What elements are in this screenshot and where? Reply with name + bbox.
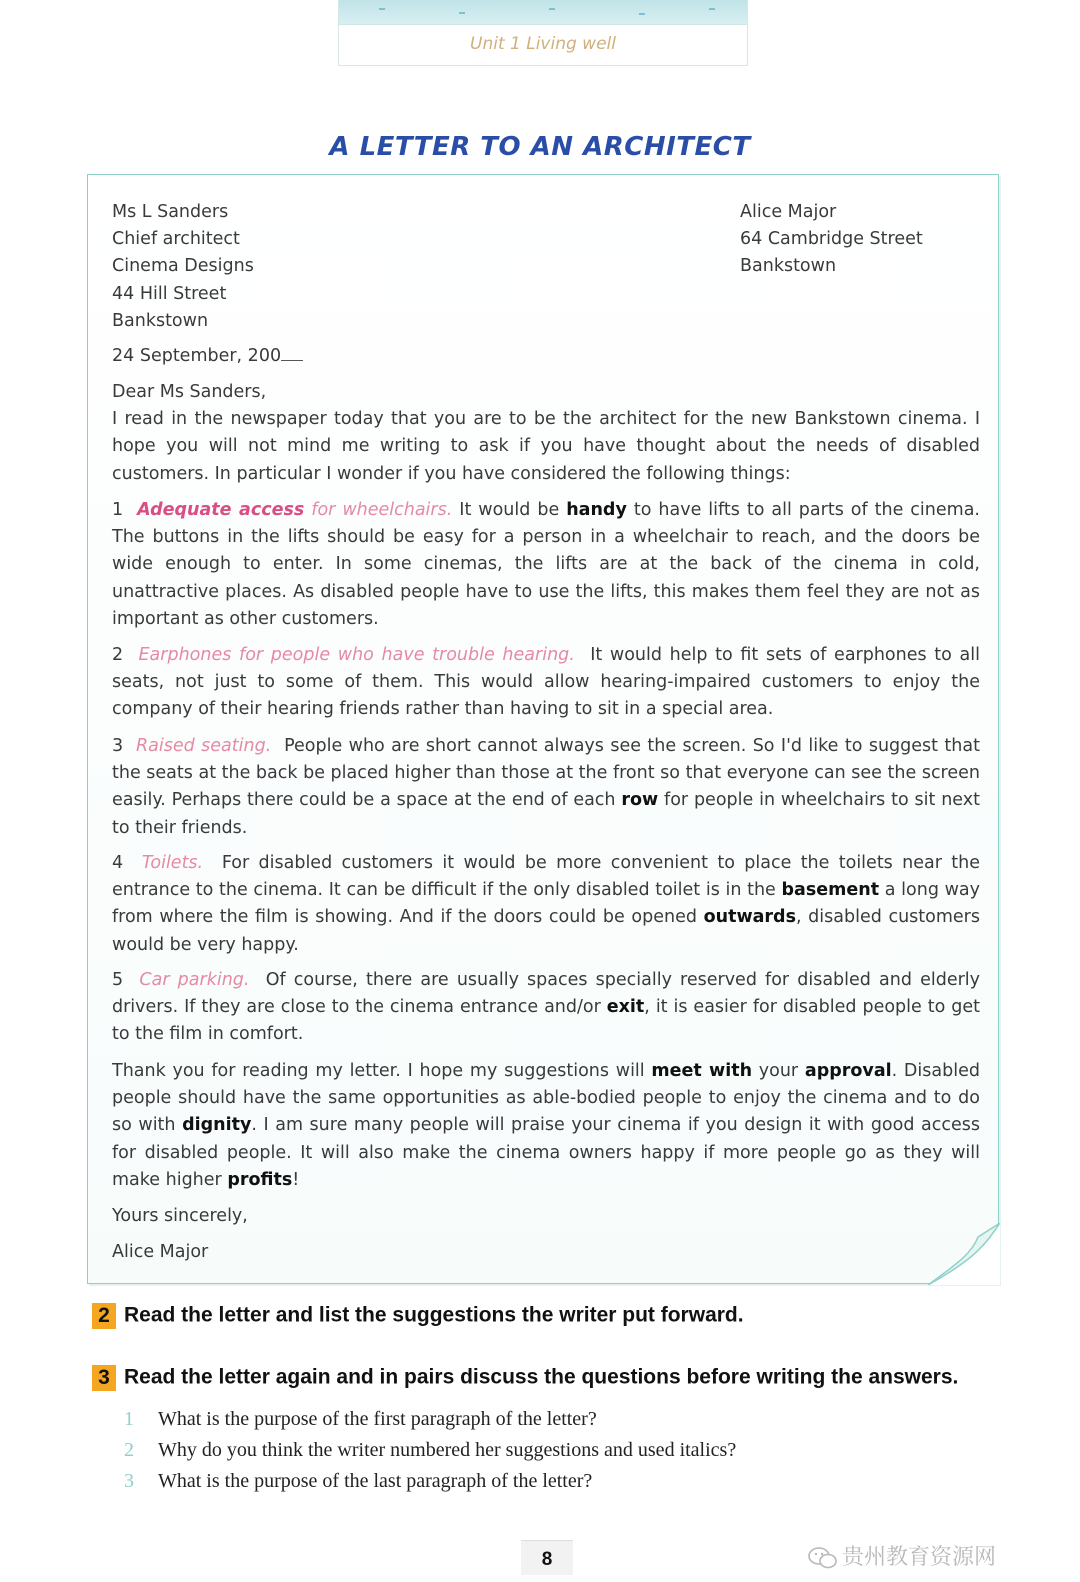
sender-line: Alice Major <box>740 202 837 222</box>
exercise-3-heading <box>92 1365 958 1391</box>
sender-line: 64 Cambridge Street <box>740 229 923 250</box>
keyword: basement <box>781 880 880 901</box>
suggestion-4 <box>112 850 980 959</box>
paragraph-text: , it is easier for disabled people to get to the film in comfort. <box>112 997 980 1045</box>
recipient-line: Cinema Designs <box>112 256 254 277</box>
suggestion-2 <box>112 642 980 724</box>
suggestion-3 <box>112 733 980 842</box>
question-text: Why do you think the writer numbered her suggestions and used italics? <box>158 1439 737 1461</box>
paragraph-text: Thank you for reading my letter. I hope my suggestions will <box>112 1061 645 1081</box>
keyword: exit <box>606 997 645 1018</box>
question-item <box>124 1408 597 1431</box>
greeting: Dear Ms Sanders, <box>112 382 267 402</box>
paragraph-text: Of course, there are usually spaces specially reserved for disabled and elderly drivers. If they are close to the cinema entrance and/or <box>112 970 980 1018</box>
intro-paragraph: I read in the newspaper today that you are to be the architect for the new Bankstown cinema. I hope you will not mind me writing to ask if you have thought about the needs of disabled customers. In particular I wonder if you have considered the following things: <box>112 409 980 484</box>
suggestion-number: 1 <box>112 500 124 520</box>
paragraph-text: . Disabled people should have the same opportunities as able-bodied people to enjoy the cinema and to do so with <box>112 1061 980 1136</box>
exercise-instruction: Read the letter again and in pairs discuss the questions before writing the answers. <box>124 1365 959 1389</box>
date-text: 24 September, 200 <box>112 346 282 366</box>
suggestion-1 <box>112 497 980 633</box>
keyword: approval <box>804 1061 892 1081</box>
suggestion-heading: Toilets. <box>141 853 204 873</box>
keyword: dignity <box>182 1115 252 1136</box>
keyword: outwards <box>703 907 796 928</box>
recipient-line: Chief architect <box>112 229 240 250</box>
exercise-number-badge: 2 <box>92 1303 116 1329</box>
signoff: Yours sincerely, <box>112 1206 248 1226</box>
suggestion-number: 4 <box>112 853 124 873</box>
unit-header-tab <box>338 0 748 66</box>
sender-address <box>740 199 923 281</box>
paragraph-text: for people in wheelchairs to sit next to their friends. <box>112 790 980 838</box>
sender-line: Bankstown <box>740 256 837 277</box>
question-number: 1 <box>124 1408 134 1430</box>
exercise-2-heading <box>92 1303 744 1329</box>
keyword: profits <box>227 1169 293 1190</box>
question-item <box>124 1470 592 1493</box>
question-number: 2 <box>124 1439 134 1461</box>
paragraph-text: It would help to fit sets of earphones to all seats, not just to some of them. This would allow hearing-impaired customers to enjoy the company of their hearing friends rather than having to sit in a special area. <box>112 645 980 720</box>
closing-paragraph <box>112 1058 980 1194</box>
paragraph-text: . I am sure many people will praise your cinema if you design it with good access for disabled people. It will also make the cinema owners happy if more people go as they will make higher <box>112 1115 980 1190</box>
date-blank <box>281 346 303 361</box>
page-number: 8 <box>521 1540 573 1575</box>
recipient-line: Ms L Sanders <box>112 202 229 222</box>
paragraph-text: a long way from where the film is showing. And if the doors could be opened <box>112 880 980 928</box>
keyword: row <box>621 790 659 811</box>
recipient-line: 44 Hill Street <box>112 283 227 304</box>
page-curl-decoration <box>928 1223 1000 1285</box>
suggestion-heading: for wheelchairs. <box>311 500 453 520</box>
suggestion-heading: Raised seating. <box>135 736 272 756</box>
exercise-instruction: Read the letter and list the suggestions the writer put forward. <box>124 1303 744 1327</box>
page-title: A LETTER TO AN ARCHITECT <box>329 132 751 162</box>
paragraph-text: , disabled customers would be very happy. <box>112 907 980 955</box>
keyword: handy <box>566 500 627 520</box>
suggestion-number: 3 <box>112 736 124 756</box>
letter-date <box>112 343 303 370</box>
suggestion-heading: Car parking. <box>139 970 250 990</box>
question-item <box>124 1439 736 1462</box>
signature: Alice Major <box>112 1242 209 1262</box>
question-number: 3 <box>124 1470 134 1492</box>
unit-label: Unit 1 Living well <box>470 34 616 54</box>
wechat-icon <box>808 1547 838 1569</box>
suggestion-5 <box>112 967 980 1049</box>
header-decoration <box>339 0 747 25</box>
question-text: What is the purpose of the first paragraph of the letter? <box>158 1408 597 1430</box>
keyword: meet with <box>651 1061 753 1081</box>
suggestion-number: 2 <box>112 645 124 665</box>
question-text: What is the purpose of the last paragraph of the letter? <box>158 1470 593 1492</box>
paragraph-text: to have lifts to all parts of the cinema. The buttons in the lifts should be easy for a person in a wheelchair to reach, and the doors be wide enough to enter. In some cinemas, the lifts are at the back of the cinema in cold, unattractive places. As disabled people have to use the lifts, this makes them feel they are not as important as other customers. <box>112 500 980 629</box>
recipient-address <box>112 199 254 335</box>
paragraph-text: ! <box>292 1169 300 1190</box>
paragraph-text: For disabled customers it would be more convenient to place the toilets near the entrance to the cinema. It can be difficult if the only disabled toilet is in the <box>112 853 980 901</box>
watermark <box>808 1540 996 1574</box>
paragraph-text: People who are short cannot always see the screen. So I'd like to suggest that the seats at the back be placed higher than those at the front so that everyone can see the screen easily. Perhaps there could be a space at the end of each <box>112 736 980 811</box>
letter-box <box>87 174 999 1284</box>
watermark-text: 贵州教育资源网 <box>842 1545 997 1570</box>
suggestion-number: 5 <box>112 970 124 990</box>
recipient-line: Bankstown <box>112 310 209 331</box>
suggestion-heading: Adequate access <box>137 500 305 520</box>
letter-intro-block <box>112 379 980 488</box>
paragraph-text: It would be <box>459 500 560 520</box>
suggestion-heading: Earphones for people who have trouble hearing. <box>138 645 575 665</box>
exercise-number-badge: 3 <box>92 1365 116 1391</box>
paragraph-text: your <box>758 1061 799 1081</box>
